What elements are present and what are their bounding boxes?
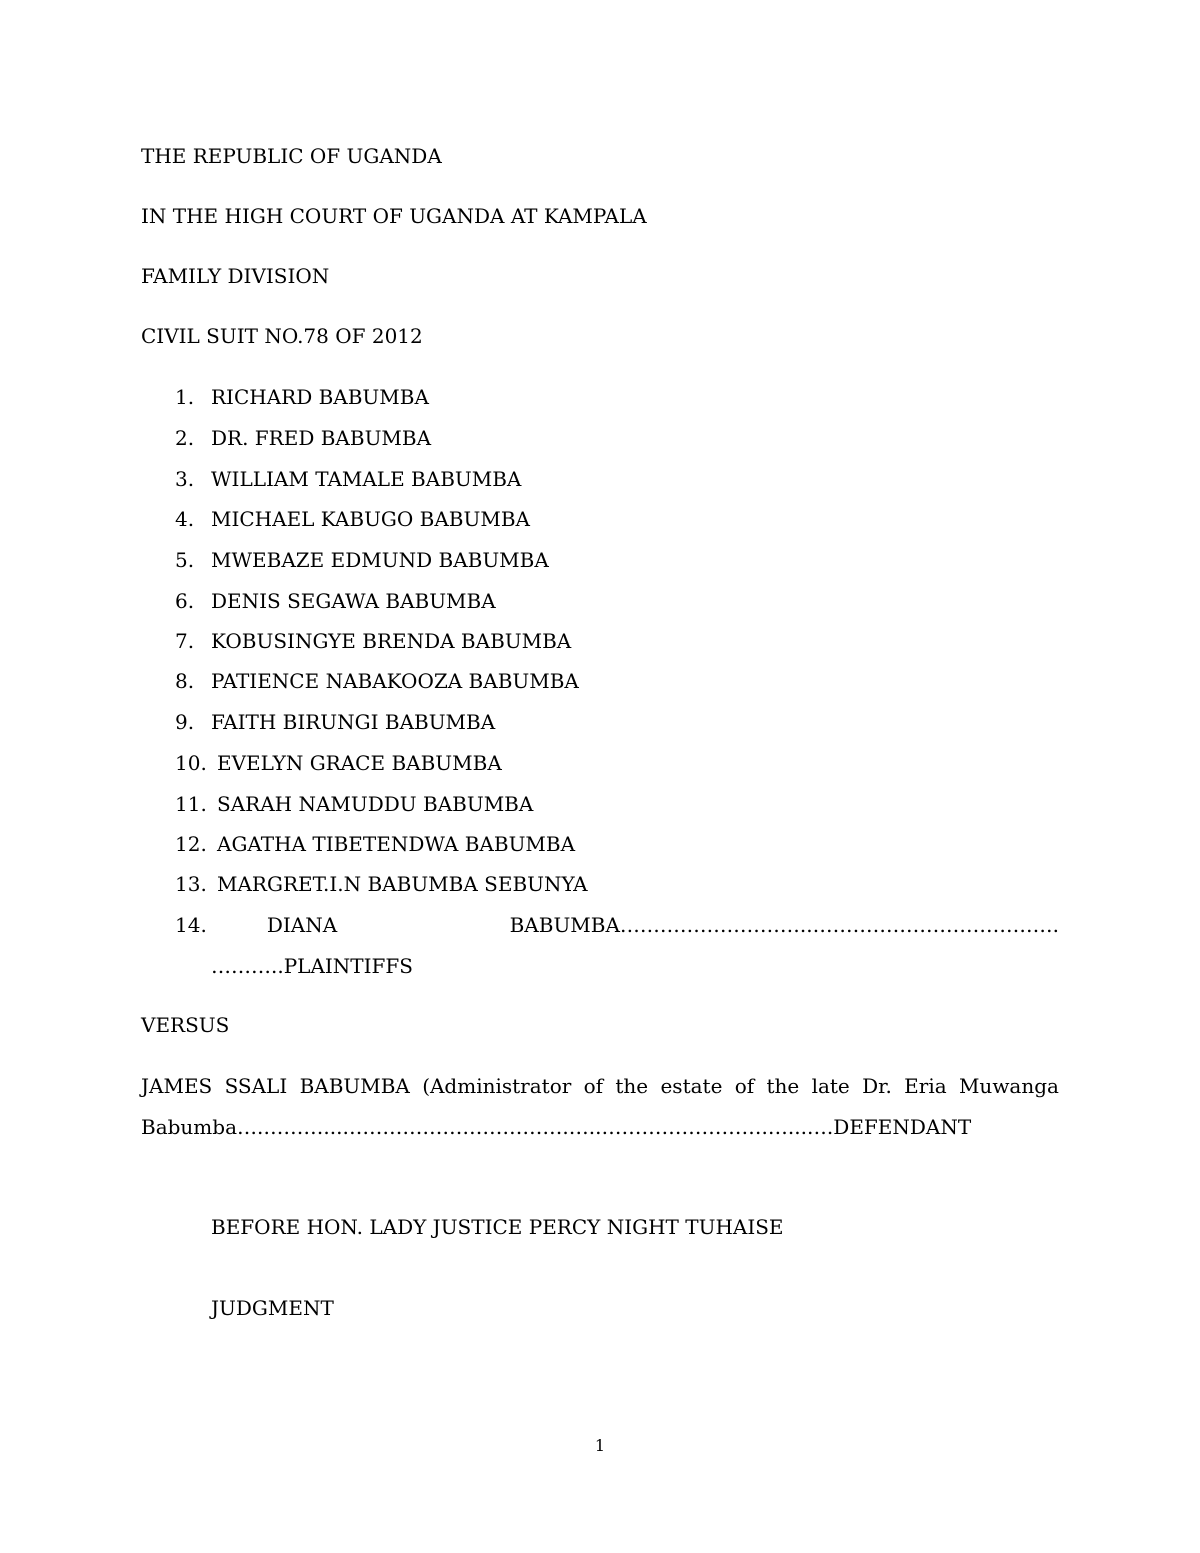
list-item-number: 10. <box>175 751 207 775</box>
defendant-word: BABUMBA <box>299 1074 410 1098</box>
defendant-word: of <box>583 1074 604 1098</box>
list-item <box>175 872 588 896</box>
list-item-name: KOBUSINGYE BRENDA BABUMBA <box>211 629 572 653</box>
list-item-name: EVELYN GRACE BABUMBA <box>217 751 502 775</box>
list-item <box>175 629 571 653</box>
list-item <box>175 467 521 491</box>
defendant-word: of <box>734 1074 755 1098</box>
list-item <box>175 385 429 409</box>
list-item-number: 6. <box>175 589 195 613</box>
list-item <box>175 548 549 572</box>
list-item <box>175 426 431 450</box>
list-item <box>175 832 575 856</box>
defendant-word: the <box>615 1074 649 1098</box>
heading-republic: THE REPUBLIC OF UGANDA <box>141 144 442 168</box>
versus-label: VERSUS <box>141 1013 230 1037</box>
judgment-title: JUDGMENT <box>211 1296 334 1320</box>
list-item-name: MICHAEL KABUGO BABUMBA <box>211 507 530 531</box>
defendant-word: late <box>811 1074 850 1098</box>
defendant-word: Dr. <box>862 1074 892 1098</box>
list-item-name: SARAH NAMUDDU BABUMBA <box>217 792 534 816</box>
defendant-word: Eria <box>904 1074 947 1098</box>
defendant-word: (Administrator <box>422 1074 572 1098</box>
list-item-number: 13. <box>175 872 207 896</box>
list-item-name: MARGRET.I.N BABUMBA SEBUNYA <box>217 872 588 896</box>
page-number: 1 <box>594 1436 606 1455</box>
list-item-last-plaintiff <box>175 913 1059 937</box>
list-item <box>175 792 533 816</box>
list-item-name: MWEBAZE EDMUND BABUMBA <box>211 548 549 572</box>
defendant-line-2: Babumba….………...…………………………….…..…………………….…...….DEFENDANT <box>141 1115 972 1139</box>
defendant-line-1 <box>141 1074 1059 1098</box>
list-item-name: WILLIAM TAMALE BABUMBA <box>211 467 522 491</box>
list-item-number: 4. <box>175 507 195 531</box>
list-item-name: DENIS SEGAWA BABUMBA <box>211 589 496 613</box>
list-item-number: 5. <box>175 548 195 572</box>
list-item <box>175 710 495 734</box>
list-item-number: 11. <box>175 792 207 816</box>
list-item <box>175 751 502 775</box>
before-judge: BEFORE HON. LADY JUSTICE PERCY NIGHT TUHAISE <box>211 1215 784 1239</box>
list-item-number: 7. <box>175 629 195 653</box>
defendant-word: SSALI <box>224 1074 288 1098</box>
list-item-number: 2. <box>175 426 195 450</box>
list-item <box>175 669 579 693</box>
list-item <box>175 507 530 531</box>
list-item-number: 3. <box>175 467 195 491</box>
list-item-name: AGATHA TIBETENDWA BABUMBA <box>217 832 576 856</box>
defendant-word: estate <box>660 1074 723 1098</box>
defendant-word: the <box>766 1074 800 1098</box>
plaintiffs-label: ………..PLAINTIFFS <box>211 954 413 978</box>
list-item-name: RICHARD BABUMBA <box>211 385 429 409</box>
list-item-name: DR. FRED BABUMBA <box>211 426 432 450</box>
list-item-number: 14. <box>175 913 207 937</box>
heading-suit-number: CIVIL SUIT NO.78 OF 2012 <box>141 324 423 348</box>
defendant-word: Muwanga <box>958 1074 1059 1098</box>
list-item-name: FAITH BIRUNGI BABUMBA <box>211 710 496 734</box>
list-item-number: 8. <box>175 669 195 693</box>
defendant-word: JAMES <box>141 1074 213 1098</box>
list-item-number: 12. <box>175 832 207 856</box>
list-item-name-first: DIANA <box>266 913 338 937</box>
list-item-name: PATIENCE NABAKOOZA BABUMBA <box>211 669 579 693</box>
list-item-name-rest: BABUMBA………………………..………………………………. <box>509 913 1059 937</box>
list-item-number: 1. <box>175 385 195 409</box>
heading-court: IN THE HIGH COURT OF UGANDA AT KAMPALA <box>141 204 647 228</box>
list-item <box>175 589 496 613</box>
list-item-number: 9. <box>175 710 195 734</box>
heading-division: FAMILY DIVISION <box>141 264 330 288</box>
